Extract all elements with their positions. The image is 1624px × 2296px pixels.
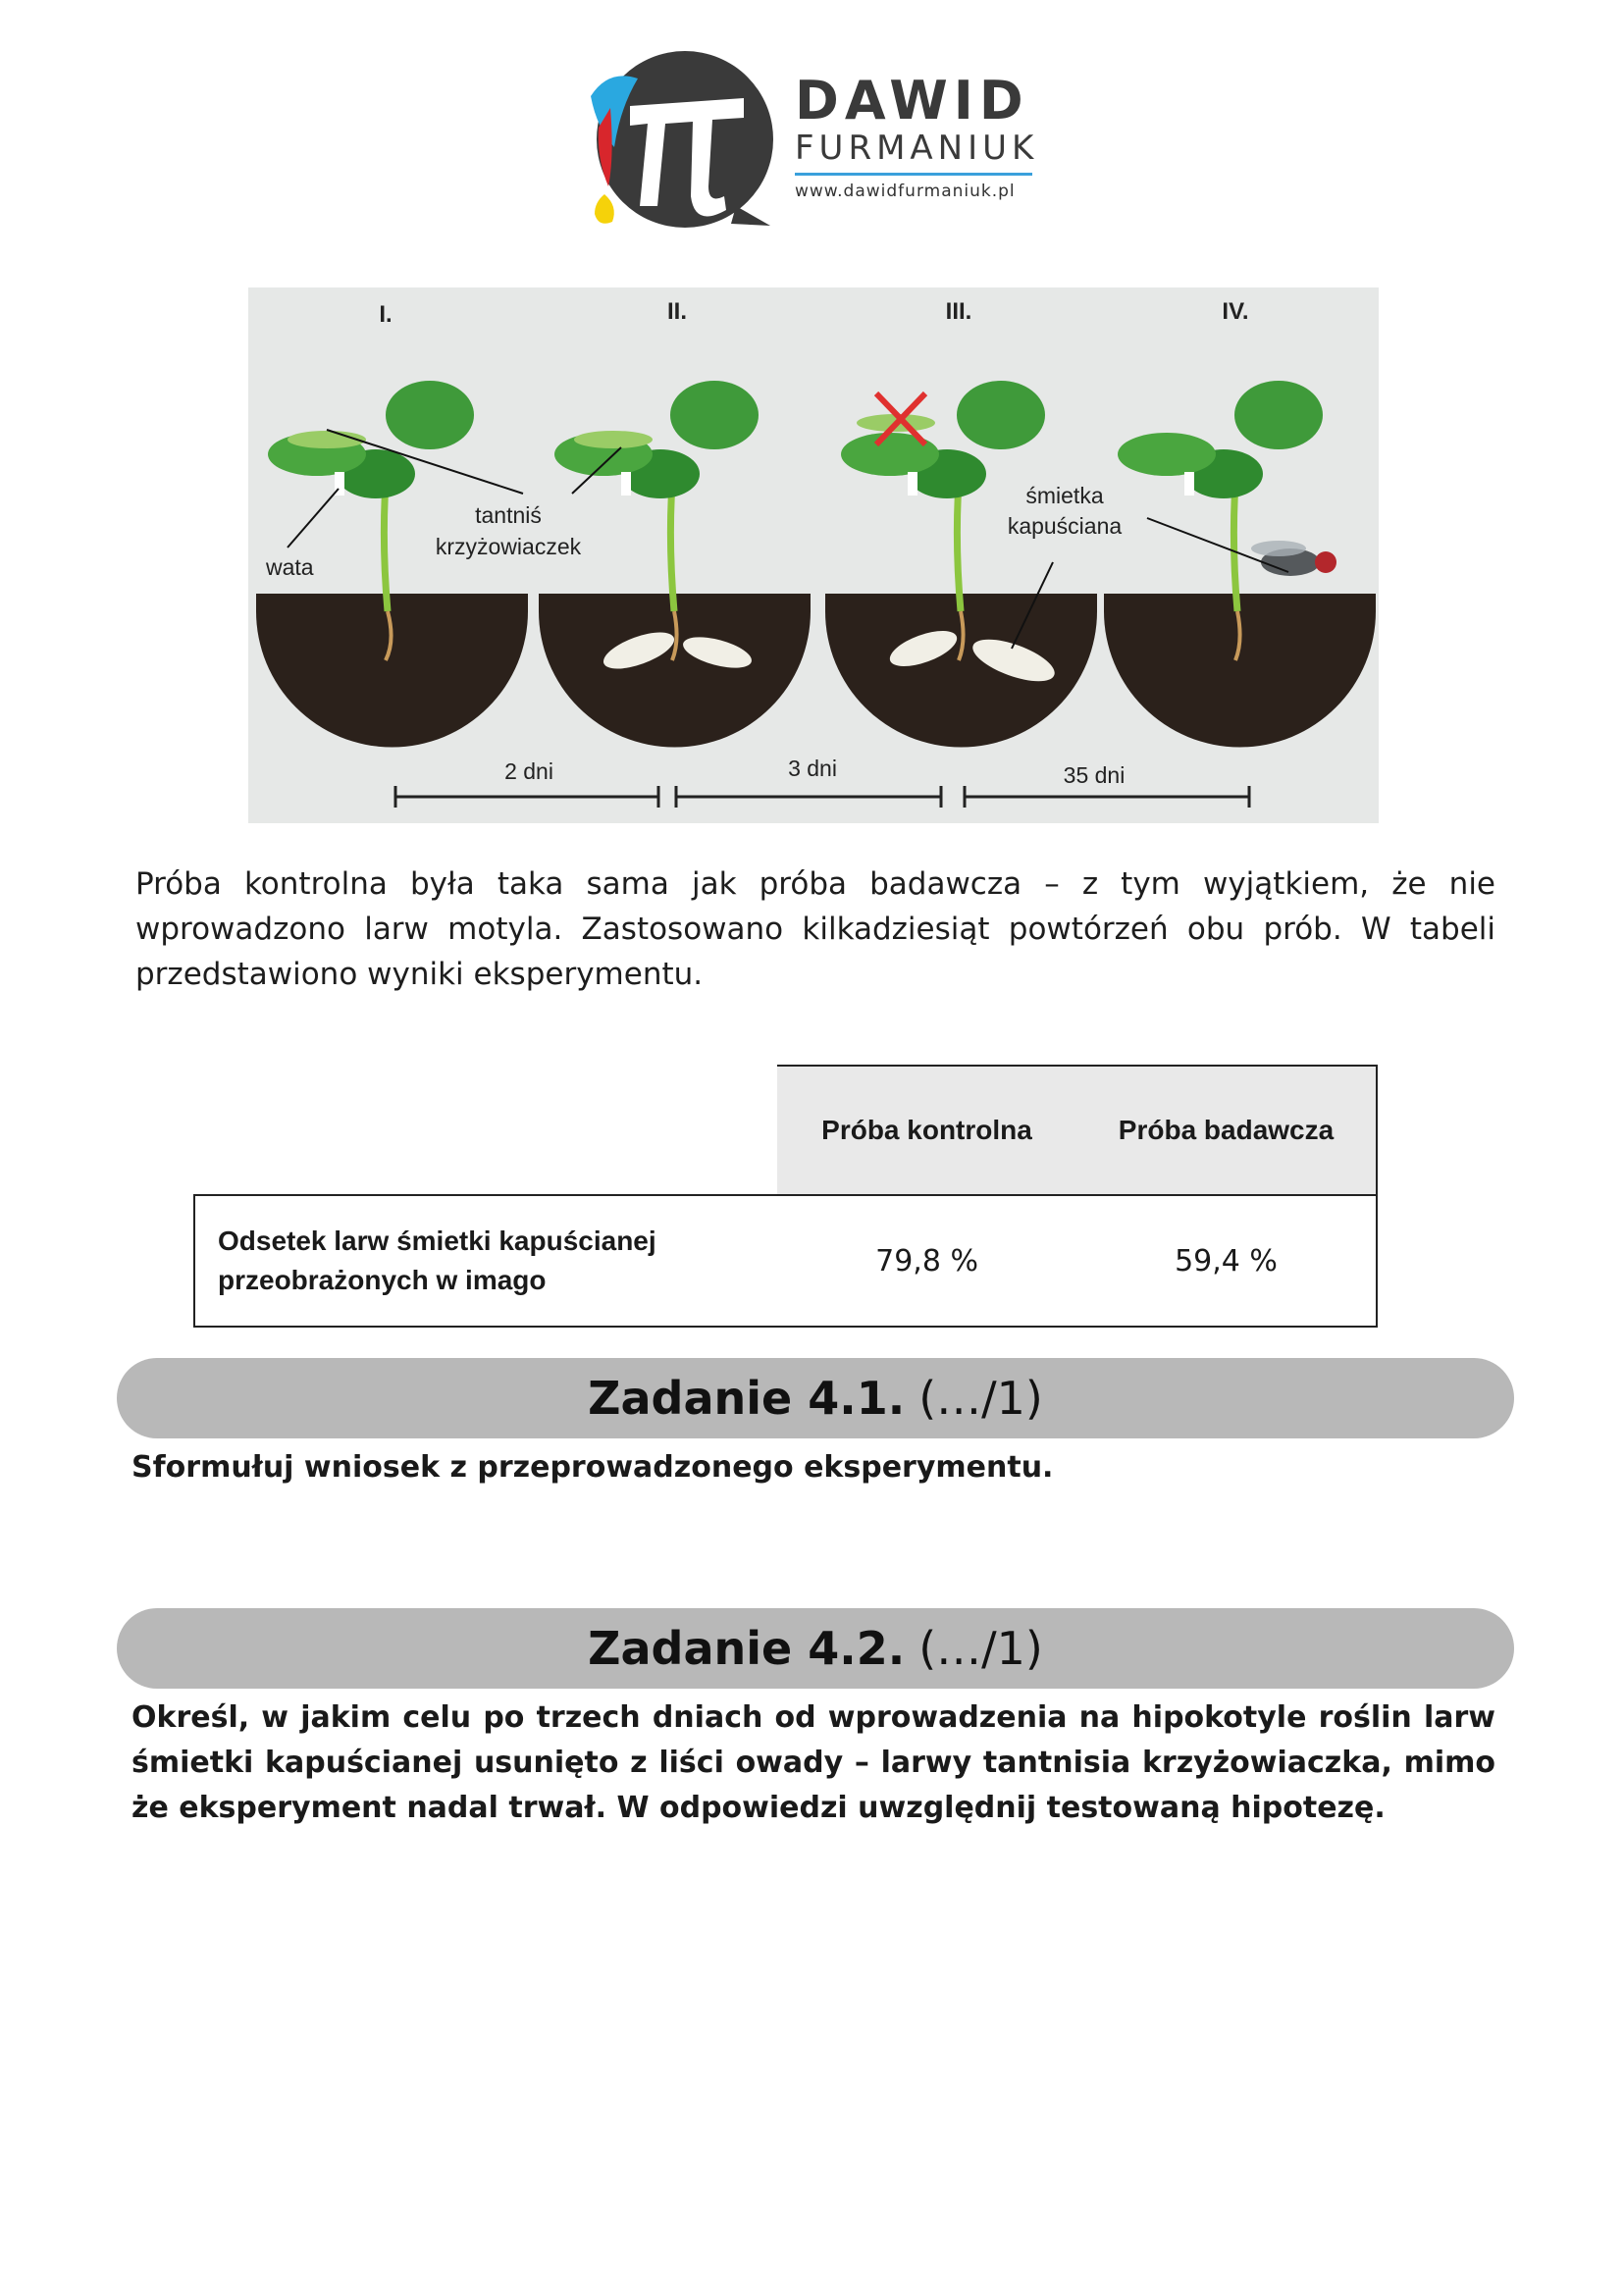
task-4-2-title: Zadanie 4.2. [588,1622,906,1675]
logo-divider [795,173,1032,176]
logo-url: www.dawidfurmaniuk.pl [795,182,1016,201]
stage-label-4: IV. [1222,298,1249,325]
value-control-sample: 79,8 % [875,1243,978,1278]
duration-label-1: 2 dni [504,758,553,784]
stage-label-2: II. [666,298,688,325]
logo-name-last: FURMANIUK [795,129,1039,168]
task-4-2-header [117,1608,1514,1689]
stage-label-3: III. [945,298,972,325]
duration-label-3: 35 dni [1063,762,1126,788]
label-smietka-2: kapuściana [1007,513,1123,539]
logo-name-first: DAWID [795,70,1029,131]
header-control-sample: Próba kontrolna [821,1115,1032,1145]
row-label-line1: Odsetek larw śmietki kapuścianej [218,1226,656,1256]
task-4-1-question: Sformułuj wniosek z przeprowadzonego eksperymentu. [131,1450,1054,1485]
brand-logo [569,49,1040,235]
task-4-1-title: Zadanie 4.1. [588,1372,906,1425]
task-4-1-score: (…/1) [918,1372,1043,1425]
row-label [195,1222,777,1300]
value-test-sample: 59,4 % [1175,1243,1278,1278]
label-wata: wata [266,554,314,580]
label-smietka-1: śmietka [1025,483,1104,508]
results-table-row [193,1194,1378,1328]
intro-paragraph: Próba kontrolna była taka sama jak próba badawcza – z tym wyjątkiem, że nie wprowadzono larw motyla. Zastosowano kilkadziesiąt powtórzeń obu prób. W tabeli przedstawiono wyniki eksperymentu. [135,866,1495,992]
label-tantnis-1: tantniś [475,502,542,528]
task-4-2-score: (…/1) [918,1622,1043,1675]
pi-logo-icon [569,49,795,235]
header-test-sample: Próba badawcza [1118,1115,1335,1145]
duration-label-2: 3 dni [788,756,837,781]
results-table-header [777,1065,1378,1194]
soil-pot-1 [256,594,528,748]
task-4-2-question: Określ, w jakim celu po trzech dniach od wprowadzenia na hipokotyle roślin larw śmietki kapuścianej usunięto z liści owady – larwy tantnisia krzyżowiaczka, mimo że eksperyment nadal trwał. W odpowiedzi uwzględnij testowaną hipotezę. [131,1700,1495,1825]
task-4-1-header [117,1358,1514,1438]
row-label-line2: przeobrażonych w imago [218,1265,547,1295]
experiment-figure [248,287,1379,823]
stage-label-1: I. [379,301,393,328]
label-tantnis-2: krzyżowiaczek [435,534,582,559]
